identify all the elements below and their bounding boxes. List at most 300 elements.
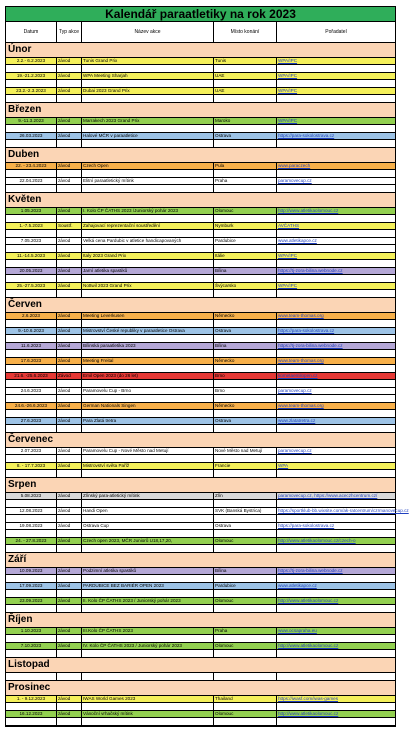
spacer-row [6, 425, 395, 433]
spacer-cell [57, 590, 82, 597]
event-name: I. Kolo ČP ČATHS 2023 /Juniorský pohár 2023 [82, 208, 214, 214]
spacer-cell [57, 365, 82, 372]
event-location: Tunis [214, 58, 277, 64]
spacer-cell [277, 395, 395, 402]
event-type: závod [57, 118, 82, 124]
spacer-row [6, 140, 395, 148]
event-organizer-link[interactable]: www.team-thomas.org [278, 403, 324, 408]
event-organizer-link[interactable]: paramovecup.cz [278, 178, 312, 183]
spacer-cell [57, 245, 82, 252]
spacer-cell [57, 635, 82, 642]
spacer-cell [82, 140, 214, 147]
spacer-cell [214, 230, 277, 237]
spacer-row [6, 673, 395, 681]
spacer-cell [277, 575, 395, 582]
event-organizer-link[interactable]: https://iwasf.com/iwas-games [278, 696, 338, 701]
spacer-cell [214, 140, 277, 147]
event-name: Meeting Freital [82, 358, 214, 364]
month-header: Září [6, 553, 395, 568]
event-location: Pardubice [214, 583, 277, 589]
event-date: 1.10.2023 [6, 628, 57, 634]
spacer-cell [57, 275, 82, 282]
spacer-cell [57, 575, 82, 582]
spacer-cell [214, 410, 277, 417]
event-organizer-link[interactable]: http://www.atletikaolomouc.cz [278, 643, 339, 648]
event-location: Pula [214, 163, 277, 169]
event-name: Mistrovství světa Paříž [82, 463, 214, 469]
event-name: Meeting Leverkusen [82, 313, 214, 319]
event-row [6, 328, 395, 335]
spacer-row [6, 635, 395, 643]
event-row [6, 538, 395, 545]
spacer-cell [277, 245, 395, 252]
event-name: Zahajovací reprezentační soustředění [82, 223, 214, 229]
spacer-cell [6, 500, 57, 507]
event-date: 12.08.2023 [6, 508, 57, 514]
event-organizer-link[interactable]: www.ocsapraha.eu [278, 628, 317, 633]
header-organizer: Pořadatel [325, 29, 347, 35]
spacer-cell [277, 260, 395, 267]
event-row [6, 73, 395, 80]
event-name: Mistrovství České republiky v paraatletice Ostrava [82, 328, 214, 334]
spacer-cell [277, 703, 395, 710]
event-type: závod [57, 508, 82, 514]
event-date: 11.-14.5.2023 [6, 253, 57, 259]
event-organizer-link[interactable]: paramovecup.cz [278, 388, 312, 393]
event-organizer-link[interactable]: www.team-thomas.org [278, 313, 324, 318]
spacer-cell [57, 703, 82, 710]
event-type: Soustř. [57, 223, 82, 229]
spacer-cell [57, 530, 82, 537]
event-organizer-link[interactable]: WPA/IPC [278, 73, 298, 78]
spacer-cell [277, 515, 395, 522]
spacer-cell [214, 703, 277, 710]
month-header: Listopad [6, 658, 395, 673]
event-name: Emil Open 2023 (do 26 let) [82, 373, 214, 379]
event-date: 7.10.2023 [6, 643, 57, 649]
event-date: 9.-10.6.2023 [6, 328, 57, 334]
event-location: Ostrava [214, 418, 277, 424]
event-location: Brno [214, 373, 277, 379]
event-row [6, 711, 395, 718]
event-row [6, 133, 395, 140]
spacer-cell [82, 95, 214, 102]
spacer-cell [82, 80, 214, 87]
event-date: 19.-21.2.2023 [6, 73, 57, 79]
event-name: Jarní atletika spastiků [82, 268, 214, 274]
spacer-row [6, 185, 395, 193]
event-organizer-link[interactable]: https://sportklub-bb.wixsite.com/ak-ratcentrum/czrmanovecup.cz [278, 508, 409, 513]
event-name: II. Kolo ČP ČATHS 2023 / Juniorský pohár 2023 [82, 598, 214, 604]
spacer-cell [277, 170, 395, 177]
event-row [6, 696, 395, 703]
spacer-cell [82, 455, 214, 462]
event-date: 23.09.2023 [6, 598, 57, 604]
spacer-cell [214, 125, 277, 132]
event-organizer-link[interactable]: www.atletikapce.cz [278, 238, 317, 243]
event-date: 20.05.2023 [6, 268, 57, 274]
spacer-cell [6, 718, 57, 725]
event-location: Itálie [214, 253, 277, 259]
event-name: German Nationals Singen [82, 403, 214, 409]
month-header: Srpen [6, 478, 395, 493]
spacer-cell [214, 635, 277, 642]
spacer-cell [214, 530, 277, 537]
spacer-row [6, 703, 395, 711]
event-row [6, 403, 395, 410]
spacer-cell [214, 185, 277, 192]
spacer-cell [6, 95, 57, 102]
spacer-cell [277, 125, 395, 132]
spacer-cell [82, 650, 214, 657]
spacer-row [6, 718, 395, 726]
spacer-cell [277, 650, 395, 657]
spacer-row [6, 530, 395, 538]
spacer-row [6, 275, 395, 283]
event-row [6, 358, 395, 365]
event-name: Elitní paraatletický mítink [82, 178, 214, 184]
event-location: Praha [214, 628, 277, 634]
event-location: Švýcarsko [214, 283, 277, 289]
spacer-cell [214, 425, 277, 432]
event-name: Velká cena Pardubic v atletice handicapovaných [82, 238, 214, 244]
spacer-row [6, 350, 395, 358]
event-name: III.Kolo ČP ČATHS 2023 [82, 628, 214, 634]
spacer-cell [6, 395, 57, 402]
event-row [6, 178, 395, 185]
spacer-cell [214, 245, 277, 252]
spacer-cell [6, 80, 57, 87]
event-date: 2.6.2023 [6, 313, 57, 319]
event-date: 22.04.2023 [6, 178, 57, 184]
event-organizer-link[interactable]: paramovecup.cz [278, 448, 312, 453]
spacer-cell [82, 703, 214, 710]
spacer-cell [214, 575, 277, 582]
spacer-cell [214, 605, 277, 612]
event-location: Nymburk [214, 223, 277, 229]
event-type: závod [57, 463, 82, 469]
spacer-cell [82, 230, 214, 237]
spacer-cell [57, 290, 82, 297]
spacer-cell [82, 470, 214, 477]
event-type: závod [57, 358, 82, 364]
month-header: Březen [6, 103, 395, 118]
spacer-cell [277, 350, 395, 357]
header-location: Místo konání [214, 22, 277, 42]
spacer-row [6, 230, 395, 238]
event-location: Nové Město nad Metují [214, 448, 277, 454]
column-header-row [6, 22, 395, 43]
event-organizer-link[interactable]: kometaemilopen.cz [278, 373, 318, 378]
event-date: 23.2.-2.3.2023 [6, 88, 57, 94]
event-organizer-link[interactable]: www.atletikapce.cz [278, 583, 317, 588]
spacer-cell [57, 335, 82, 342]
spacer-cell [214, 380, 277, 387]
event-date: 17.09.2023 [6, 583, 57, 589]
spacer-cell [277, 185, 395, 192]
event-organizer-link[interactable]: http://www.atletikaolomouc.cz [278, 598, 339, 603]
spacer-cell [57, 65, 82, 72]
spacer-cell [277, 410, 395, 417]
spacer-cell [6, 170, 57, 177]
event-name: Czech Open [82, 163, 214, 169]
header-name: Název akce [82, 22, 214, 42]
event-location: Olomouc [214, 643, 277, 649]
spacer-cell [277, 335, 395, 342]
event-organizer-link[interactable]: http://www.atletikaolomouc.cz/czech-o [278, 538, 356, 543]
event-row [6, 223, 395, 230]
event-row [6, 643, 395, 650]
event-organizer-link[interactable]: https://tj-zora-bilina.webnode.cz [278, 343, 343, 348]
spacer-cell [214, 260, 277, 267]
spacer-cell [57, 545, 82, 552]
event-name: Podzimní atletika spastiků [82, 568, 214, 574]
spacer-cell [57, 95, 82, 102]
event-type: závod [57, 628, 82, 634]
event-organizer-link[interactable]: http://www.atletikaolomouc.cz [278, 208, 339, 213]
spacer-cell [6, 350, 57, 357]
spacer-cell [57, 380, 82, 387]
event-organizer-link[interactable]: WPA/IPC [278, 58, 298, 63]
spacer-cell [277, 635, 395, 642]
spacer-cell [277, 590, 395, 597]
event-location: Maroko [214, 118, 277, 124]
spacer-cell [6, 470, 57, 477]
event-row [6, 418, 395, 425]
event-type: závod [57, 163, 82, 169]
spacer-cell [82, 718, 214, 725]
spacer-cell [277, 95, 395, 102]
event-date: 1. - 9.12.2023 [6, 696, 57, 702]
event-type: závod [57, 643, 82, 649]
event-row [6, 598, 395, 605]
event-type: závod [57, 73, 82, 79]
event-date: 19.08.2023 [6, 523, 57, 529]
event-name: Nottwil 2023 Grand Prix [82, 283, 214, 289]
event-organizer-link[interactable]: www.zlatatretra.cz [278, 418, 316, 423]
spacer-cell [6, 320, 57, 327]
spacer-cell [82, 290, 214, 297]
event-name: Zlínský para-atletický mítink [82, 493, 214, 499]
spacer-cell [277, 380, 395, 387]
spacer-cell [214, 290, 277, 297]
event-row [6, 523, 395, 530]
spacer-cell [82, 260, 214, 267]
event-type: závod [57, 268, 82, 274]
event-name: IV. Kolo ČP ČATHS 2023 / Juniorský pohár 2023 [82, 643, 214, 649]
event-location: UAE [214, 73, 277, 79]
spacer-cell [57, 718, 82, 725]
spacer-cell [277, 530, 395, 537]
event-type: závod [57, 568, 82, 574]
spacer-cell [82, 320, 214, 327]
spacer-row [6, 290, 395, 298]
spacer-cell [6, 335, 57, 342]
event-location: Bílina [214, 268, 277, 274]
spacer-cell [57, 230, 82, 237]
spacer-row [6, 320, 395, 328]
spacer-cell [57, 425, 82, 432]
spacer-cell [82, 185, 214, 192]
spacer-cell [57, 140, 82, 147]
event-organizer-link[interactable]: paramovecup.cz, https://www.aceczhcentrum.cz/ [278, 493, 378, 498]
spacer-row [6, 125, 395, 133]
spacer-cell [82, 635, 214, 642]
event-row [6, 583, 395, 590]
event-row [6, 388, 395, 395]
event-type: Závod [57, 373, 82, 379]
spacer-cell [214, 673, 277, 680]
spacer-cell [214, 320, 277, 327]
event-organizer-link[interactable]: https://para-sokolostrava.cz [278, 133, 335, 138]
event-organizer-link[interactable]: WPA [278, 463, 289, 468]
spacer-cell [6, 635, 57, 642]
event-type: závod [57, 58, 82, 64]
calendar-body [6, 43, 409, 726]
spacer-cell [57, 80, 82, 87]
spacer-cell [277, 290, 395, 297]
spacer-cell [82, 605, 214, 612]
spacer-row [6, 590, 395, 598]
spacer-cell [82, 170, 214, 177]
event-organizer-link[interactable]: WPA/IPC [278, 253, 298, 258]
event-date: 25.-27.5.2023 [6, 283, 57, 289]
event-name: Marrakech 2023 Grand Prix [82, 118, 214, 124]
spacer-cell [57, 500, 82, 507]
spacer-cell [277, 365, 395, 372]
event-date: 7.05.2023 [6, 238, 57, 244]
event-location: Bílina [214, 568, 277, 574]
spacer-cell [57, 125, 82, 132]
spacer-cell [82, 673, 214, 680]
event-location: Brno [214, 388, 277, 394]
event-row [6, 628, 395, 635]
event-type: závod [57, 448, 82, 454]
event-row [6, 463, 395, 470]
month-header: Únor [6, 43, 395, 58]
event-type: závod [57, 238, 82, 244]
event-row [6, 88, 395, 95]
event-type: závod [57, 711, 82, 717]
event-type: závod [57, 133, 82, 139]
spacer-cell [214, 65, 277, 72]
spacer-cell [82, 410, 214, 417]
event-type: závod [57, 418, 82, 424]
spacer-row [6, 650, 395, 658]
event-row [6, 58, 395, 65]
spacer-row [6, 455, 395, 463]
event-row [6, 268, 395, 275]
event-location: Olomouc [214, 598, 277, 604]
event-date: 26.03.2023 [6, 133, 57, 139]
event-location: Bílina [214, 343, 277, 349]
event-location: Olomouc [214, 208, 277, 214]
event-organizer-link[interactable]: WPA/IPC [278, 118, 298, 123]
month-header: Červenec [6, 433, 395, 448]
spacer-row [6, 245, 395, 253]
spacer-cell [6, 230, 57, 237]
spacer-row [6, 335, 395, 343]
spacer-cell [277, 320, 395, 327]
event-type: závod [57, 178, 82, 184]
spacer-cell [82, 365, 214, 372]
event-date: 11.6.2023 [6, 343, 57, 349]
spacer-cell [214, 590, 277, 597]
event-date: 1.-7.5.2023 [6, 223, 57, 229]
event-type: závod [57, 313, 82, 319]
event-location: Ostrava [214, 133, 277, 139]
spacer-cell [82, 65, 214, 72]
event-organizer-link[interactable]: WPA/IPC [278, 283, 298, 288]
event-organizer-link[interactable]: WPA/IPC [278, 88, 298, 93]
spacer-cell [6, 215, 57, 222]
spacer-row [6, 470, 395, 478]
spacer-row [6, 605, 395, 613]
month-header: Prosinec [6, 681, 395, 696]
event-location: Olomouc [214, 711, 277, 717]
event-row [6, 238, 395, 245]
spacer-cell [82, 380, 214, 387]
event-type: závod [57, 493, 82, 499]
event-location: Francie [214, 463, 277, 469]
event-organizer-link[interactable]: https://para-sokolostrava.cz [278, 523, 335, 528]
spacer-cell [214, 170, 277, 177]
event-date: 17.6.2023 [6, 358, 57, 364]
event-date: 5.08.2023 [6, 493, 57, 499]
spacer-cell [214, 95, 277, 102]
event-date: 1.05.2023 [6, 208, 57, 214]
spacer-cell [82, 425, 214, 432]
spacer-cell [6, 260, 57, 267]
event-organizer-link[interactable]: www.team-thomas.org [278, 358, 324, 363]
event-organizer-link[interactable]: https://para-sokolostrava.cz [278, 328, 335, 333]
event-organizer-link[interactable]: https://tj-zora-bilina.webnode.cz [278, 568, 343, 573]
spacer-cell [6, 673, 57, 680]
event-row [6, 253, 395, 260]
spacer-row [6, 395, 395, 403]
spacer-row [6, 170, 395, 178]
spacer-cell [57, 605, 82, 612]
event-location: Olomouc [214, 538, 277, 544]
spacer-cell [57, 320, 82, 327]
event-organizer-link[interactable]: AVČATHS [278, 223, 300, 228]
event-name: Ostrava Cup [82, 523, 214, 529]
event-name: Para Zlatá tretra [82, 418, 214, 424]
spacer-cell [57, 470, 82, 477]
spacer-cell [6, 290, 57, 297]
spacer-cell [6, 140, 57, 147]
event-name: PARDUBICE BEZ BARIÉR OPEN 2023 [82, 583, 214, 589]
spacer-row [6, 65, 395, 73]
event-location: Německo [214, 313, 277, 319]
spacer-cell [57, 170, 82, 177]
spacer-cell [6, 455, 57, 462]
spacer-cell [277, 425, 395, 432]
event-organizer-link[interactable]: http://www.atletikaolomouc.cz [278, 711, 339, 716]
event-name: Vánoční vrhačský mítink [82, 711, 214, 717]
event-organizer-link[interactable]: www.paraczech [278, 163, 311, 168]
event-row [6, 373, 395, 380]
spacer-row [6, 215, 395, 223]
spacer-row [6, 410, 395, 418]
event-organizer-link[interactable]: https://tj-zora-bilina.webnode.cz [278, 268, 343, 273]
spacer-cell [57, 350, 82, 357]
spacer-cell [57, 215, 82, 222]
spacer-cell [82, 215, 214, 222]
event-row [6, 448, 395, 455]
event-row [6, 283, 395, 290]
spacer-cell [82, 125, 214, 132]
